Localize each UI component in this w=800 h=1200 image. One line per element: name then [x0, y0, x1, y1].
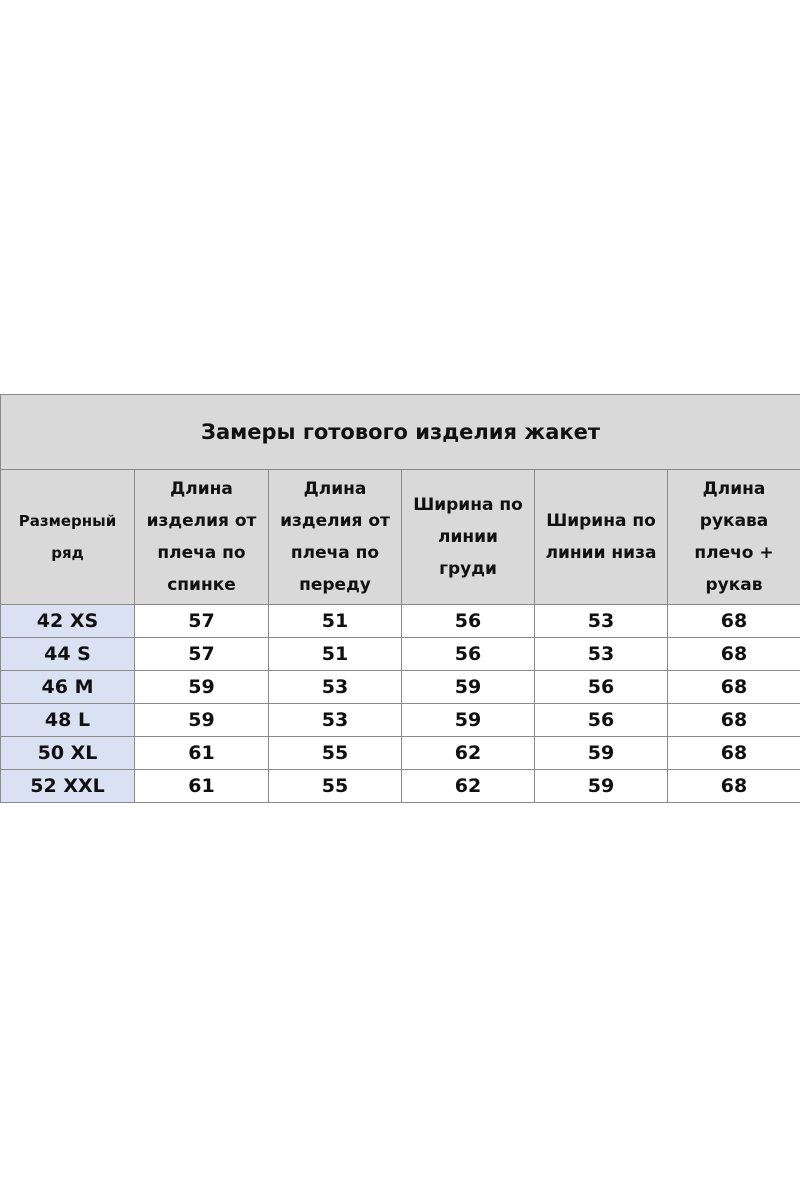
size-label: 52 XXL: [1, 770, 135, 803]
measurement-value: 51: [269, 638, 402, 671]
header-chest-width: [402, 470, 535, 605]
header-line: Размерный: [18, 512, 117, 530]
measurement-value: 53: [535, 638, 668, 671]
header-line: плечо +: [694, 543, 774, 563]
measurement-value: 68: [668, 671, 800, 704]
size-label: 48 L: [1, 704, 135, 737]
measurement-value: 68: [668, 638, 800, 671]
header-size-range: [1, 470, 135, 605]
header-line: рукав: [705, 575, 763, 595]
size-label: 50 XL: [1, 737, 135, 770]
table-title: Замеры готового изделия жакет: [1, 395, 800, 470]
size-label: 46 M: [1, 671, 135, 704]
header-line: линии низа: [545, 543, 657, 563]
measurement-value: 56: [402, 638, 535, 671]
measurement-value: 68: [668, 704, 800, 737]
measurement-value: 68: [668, 770, 800, 803]
measurement-value: 62: [402, 770, 535, 803]
measurement-value: 59: [402, 704, 535, 737]
measurement-value: 55: [269, 737, 402, 770]
table-row: [1, 704, 800, 737]
measurement-value: 56: [535, 704, 668, 737]
measurement-value: 53: [535, 605, 668, 638]
header-line: линии: [438, 527, 498, 547]
measurement-value: 56: [535, 671, 668, 704]
header-line: плеча по: [290, 543, 380, 563]
table-row: [1, 737, 800, 770]
header-line: ряд: [51, 544, 84, 562]
table-row: [1, 770, 800, 803]
size-label: 44 S: [1, 638, 135, 671]
measurement-value: 61: [135, 770, 269, 803]
size-label: 42 XS: [1, 605, 135, 638]
measurement-value: 56: [402, 605, 535, 638]
header-row: [1, 470, 800, 605]
header-line: Длина: [702, 479, 766, 499]
measurement-value: 55: [269, 770, 402, 803]
measurement-value: 62: [402, 737, 535, 770]
header-line: Длина: [170, 479, 233, 499]
header-hem-width: [535, 470, 668, 605]
measurement-value: 53: [269, 671, 402, 704]
measurement-value: 61: [135, 737, 269, 770]
measurement-value: 59: [135, 671, 269, 704]
header-line: Ширина по: [413, 495, 523, 515]
table-row: [1, 638, 800, 671]
measurement-value: 53: [269, 704, 402, 737]
header-line: рукава: [699, 511, 769, 531]
header-line: плеча по: [157, 543, 246, 563]
table-row: [1, 605, 800, 638]
header-line: Ширина по: [546, 511, 656, 531]
measurement-value: 59: [135, 704, 269, 737]
size-chart: [0, 394, 800, 803]
header-line: Длина: [303, 479, 367, 499]
header-line: изделия от: [146, 511, 257, 531]
header-line: спинке: [167, 575, 236, 595]
measurement-value: 68: [668, 737, 800, 770]
header-back-length: [135, 470, 269, 605]
size-table: [0, 394, 800, 803]
table-row: [1, 671, 800, 704]
header-line: переду: [299, 575, 371, 595]
measurement-value: 51: [269, 605, 402, 638]
title-row: [1, 395, 800, 470]
measurement-value: 59: [402, 671, 535, 704]
header-line: груди: [439, 559, 497, 579]
measurement-value: 59: [535, 737, 668, 770]
measurement-value: 59: [535, 770, 668, 803]
measurement-value: 68: [668, 605, 800, 638]
measurement-value: 57: [135, 638, 269, 671]
measurement-value: 57: [135, 605, 269, 638]
header-sleeve-length: [668, 470, 800, 605]
header-line: изделия от: [280, 511, 390, 531]
header-front-length: [269, 470, 402, 605]
